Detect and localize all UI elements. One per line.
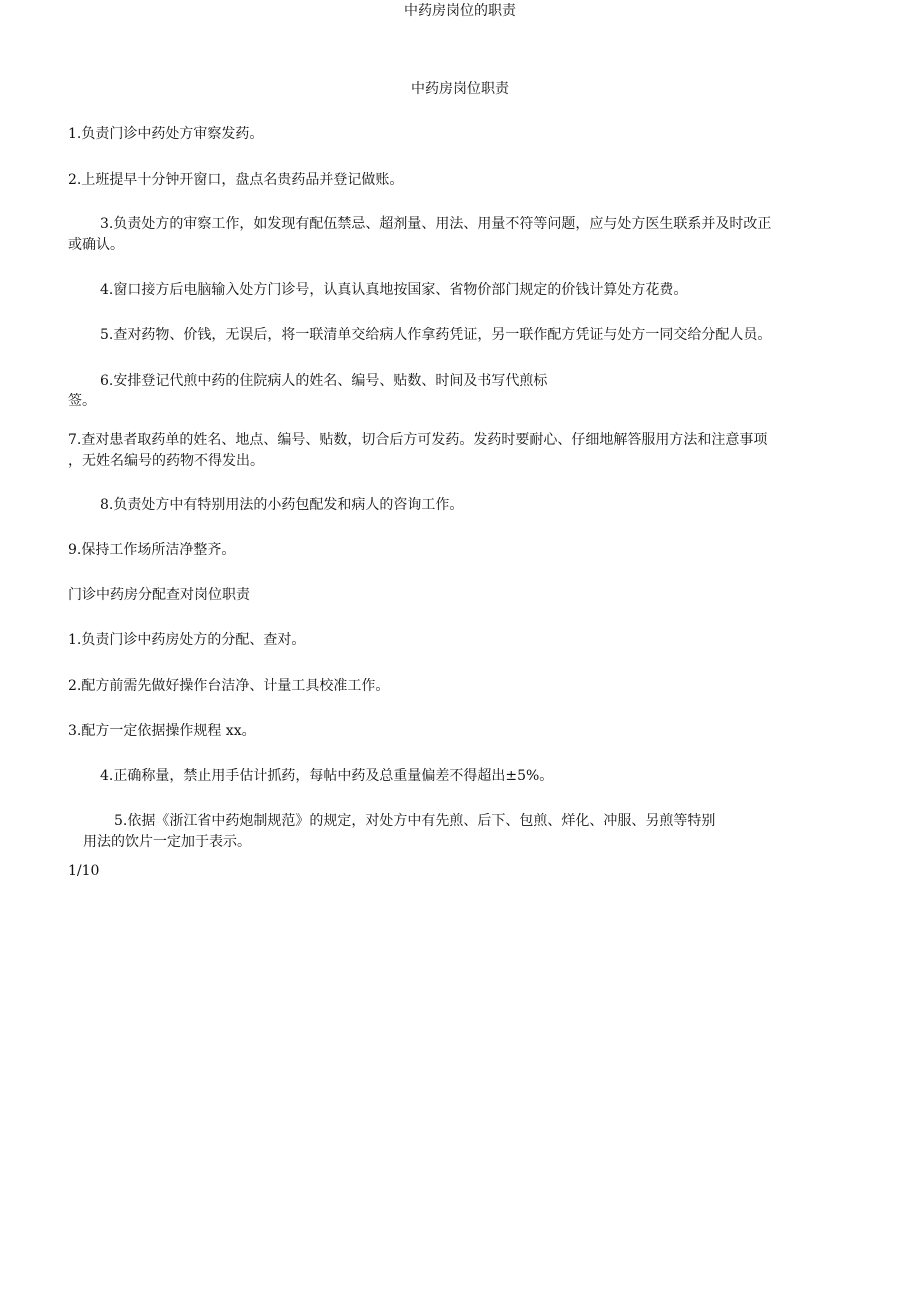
list-item: 9.保持工作场所洁净整齐。 xyxy=(68,542,236,558)
list-item: 3.负责处方的审察工作，如发现有配伍禁忌、超剂量、用法、用量不符等问题，应与处方医生联系并及时改正 xyxy=(100,216,772,232)
list-item: 2.上班提早十分钟开窗口，盘点名贵药品并登记做账。 xyxy=(68,172,404,188)
list-item: 4.正确称量，禁止用手估计抓药，每帖中药及总重量偏差不得超出±5%。 xyxy=(100,768,554,784)
list-item: 4.窗口接方后电脑输入处方门诊号，认真认真地按国家、省物价部门规定的价钱计算处方花费。 xyxy=(100,282,688,298)
list-item: 6.安排登记代煎中药的住院病人的姓名、编号、贴数、时间及书写代煎标 xyxy=(100,373,548,389)
list-item: 2.配方前需先做好操作台洁净、计量工具校准工作。 xyxy=(68,678,390,694)
list-item: 3.配方一定依据操作规程 xx。 xyxy=(68,723,256,739)
document-title: 中药房岗位职责 xyxy=(411,81,509,97)
list-item: 5.查对药物、价钱，无误后，将一联清单交给病人作拿药凭证，另一联作配方凭证与处方一同交给分配人员。 xyxy=(100,327,772,343)
section-heading: 门诊中药房分配查对岗位职责 xyxy=(68,587,250,603)
page-number: 1/10 xyxy=(68,863,100,879)
list-item-continuation: ，无姓名编号的药物不得发出。 xyxy=(68,453,264,469)
list-item-continuation: 用法的饮片一定加于表示。 xyxy=(83,834,251,850)
list-item: 1.负责门诊中药处方审察发药。 xyxy=(68,126,264,142)
list-item-continuation: 签。 xyxy=(68,393,96,409)
list-item: 7.查对患者取药单的姓名、地点、编号、贴数，切合后方可发药。发药时要耐心、仔细地解答服用方法和注意事项 xyxy=(68,432,768,448)
list-item: 1.负责门诊中药房处方的分配、查对。 xyxy=(68,632,306,648)
list-item: 8.负责处方中有特别用法的小药包配发和病人的咨询工作。 xyxy=(100,497,464,513)
list-item: 5.依据《浙江省中药炮制规范》的规定，对处方中有先煎、后下、包煎、烊化、冲服、另煎等特别 xyxy=(114,813,716,829)
page-header: 中药房岗位的职责 xyxy=(404,3,516,19)
list-item-continuation: 或确认。 xyxy=(68,237,124,253)
